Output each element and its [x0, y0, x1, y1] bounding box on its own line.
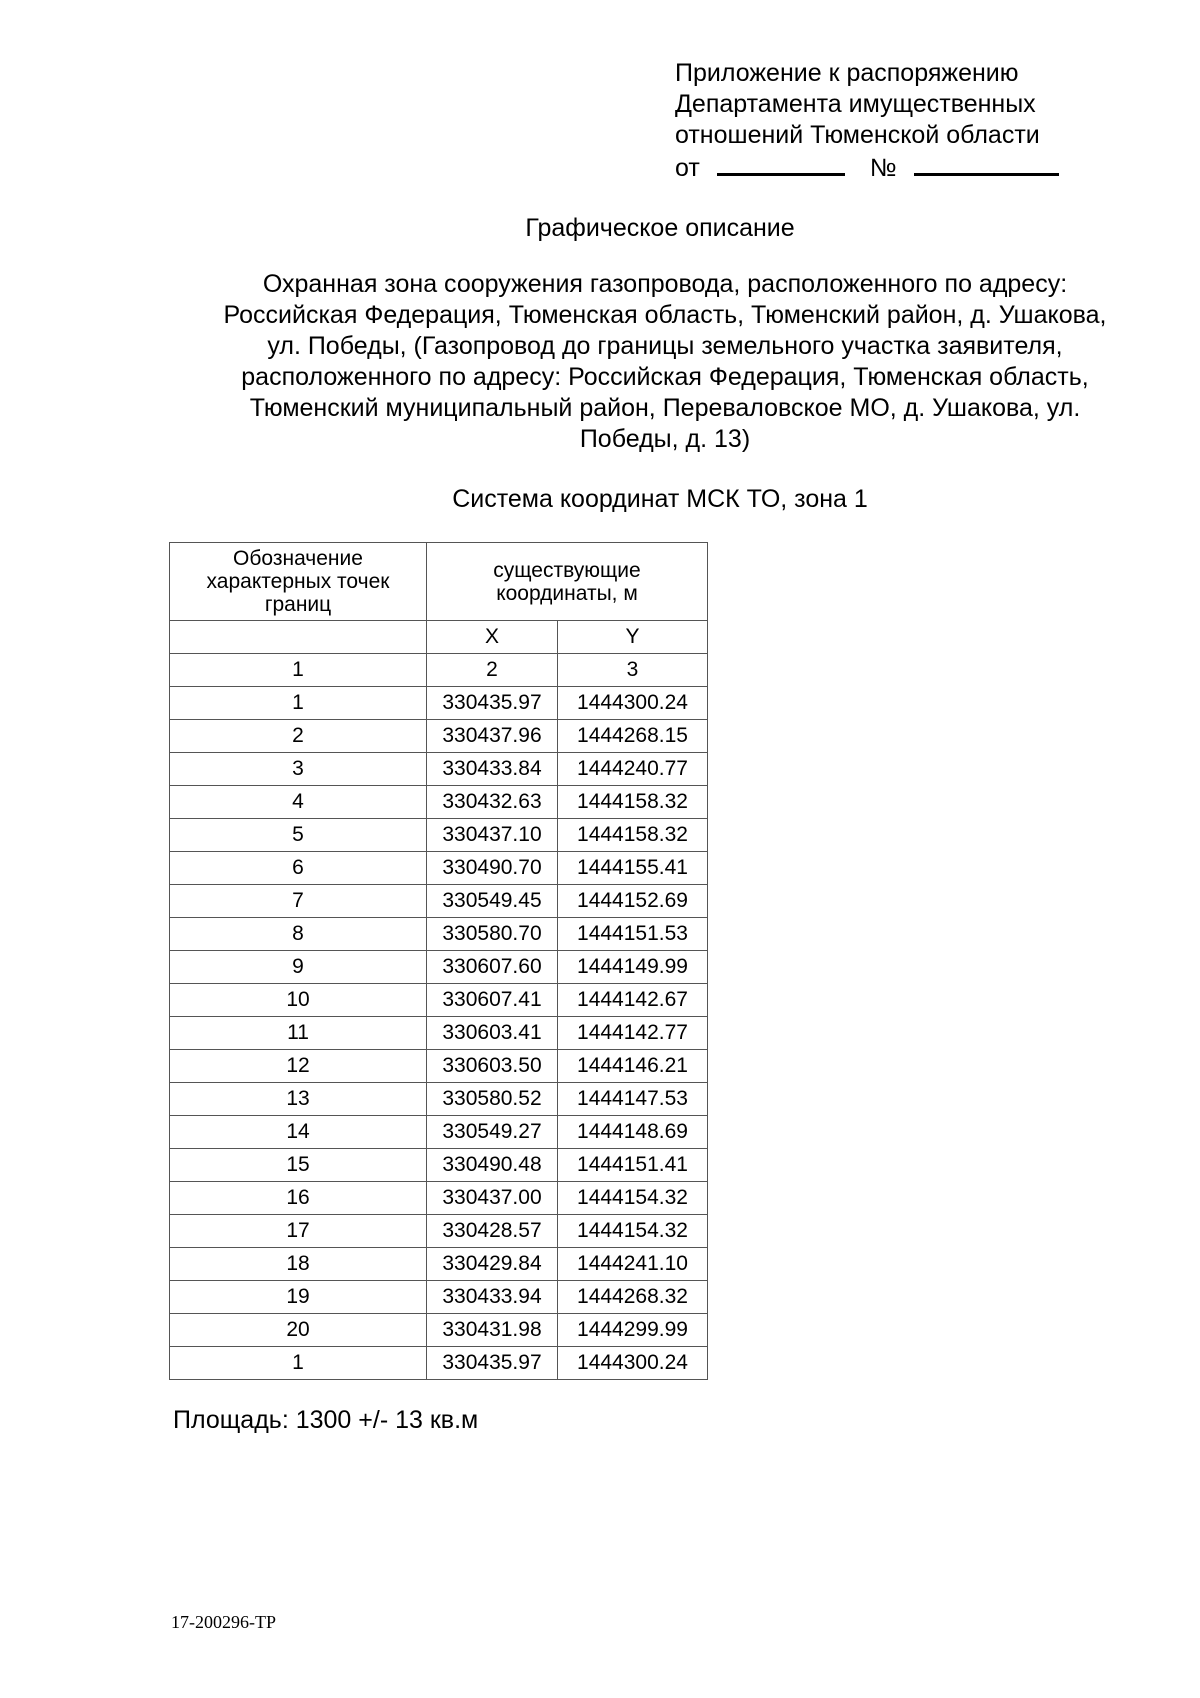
point-number-cell: 15 — [170, 1149, 427, 1182]
x-coordinate-cell: 330432.63 — [427, 786, 558, 819]
document-number: 17-200296-ТР — [171, 1612, 276, 1632]
y-coordinate-cell: 1444151.41 — [558, 1149, 708, 1182]
y-coordinate-cell: 1444158.32 — [558, 819, 708, 852]
table-axis-row — [170, 621, 708, 654]
y-coordinate-cell: 1444154.32 — [558, 1215, 708, 1248]
point-number-cell: 13 — [170, 1083, 427, 1116]
y-coordinate-cell: 1444241.10 — [558, 1248, 708, 1281]
x-coordinate-cell: 330603.50 — [427, 1050, 558, 1083]
table-row — [170, 885, 708, 918]
header-points: Обозначение характерных точек границ — [170, 543, 427, 621]
document-title: Графическое описание — [525, 214, 795, 242]
point-number-cell: 19 — [170, 1281, 427, 1314]
y-coordinate-cell: 1444154.32 — [558, 1182, 708, 1215]
x-coordinate-cell: 330435.97 — [427, 687, 558, 720]
table-row — [170, 984, 708, 1017]
table-row — [170, 1182, 708, 1215]
point-number-cell: 17 — [170, 1215, 427, 1248]
y-coordinate-cell: 1444300.24 — [558, 1347, 708, 1380]
appendix-block — [675, 58, 1059, 184]
header-x: X — [427, 621, 558, 654]
date-blank — [717, 151, 845, 176]
x-coordinate-cell: 330433.84 — [427, 753, 558, 786]
x-coordinate-cell: 330549.27 — [427, 1116, 558, 1149]
description-line-1: Охранная зона сооружения газопровода, расположенного по адресу: — [262, 270, 1068, 298]
y-coordinate-cell: 1444268.32 — [558, 1281, 708, 1314]
x-coordinate-cell: 330607.41 — [427, 984, 558, 1017]
table-row — [170, 1149, 708, 1182]
x-coordinate-cell: 330580.52 — [427, 1083, 558, 1116]
x-coordinate-cell: 330435.97 — [427, 1347, 558, 1380]
description-line-5: Тюменский муниципальный район, Переваловское МО, д. Ушакова, ул. — [249, 394, 1081, 422]
table-row — [170, 1314, 708, 1347]
x-coordinate-cell: 330490.48 — [427, 1149, 558, 1182]
point-number-cell: 14 — [170, 1116, 427, 1149]
x-coordinate-cell: 330580.70 — [427, 918, 558, 951]
y-coordinate-cell: 1444142.77 — [558, 1017, 708, 1050]
y-coordinate-cell: 1444268.15 — [558, 720, 708, 753]
y-coordinate-cell: 1444155.41 — [558, 852, 708, 885]
description-line-6: Победы, д. 13) — [579, 425, 751, 453]
x-coordinate-cell: 330429.84 — [427, 1248, 558, 1281]
y-coordinate-cell: 1444147.53 — [558, 1083, 708, 1116]
point-number-cell: 4 — [170, 786, 427, 819]
y-coordinate-cell: 1444152.69 — [558, 885, 708, 918]
y-coordinate-cell: 1444148.69 — [558, 1116, 708, 1149]
area-label: Площадь: 1300 +/- 13 кв.м — [173, 1406, 479, 1434]
point-number-cell: 1 — [170, 687, 427, 720]
description-line-4: расположенного по адресу: Российская Федерация, Тюменская область, — [241, 363, 1089, 391]
point-number-cell: 6 — [170, 852, 427, 885]
coordinate-system-label: Система координат МСК ТО, зона 1 — [452, 485, 868, 513]
from-label: от — [675, 154, 700, 182]
coordinates-table — [169, 542, 708, 1380]
appendix-line-3: отношений Тюменской области — [675, 121, 1040, 149]
number-blank — [914, 151, 1059, 176]
y-coordinate-cell: 1444142.67 — [558, 984, 708, 1017]
header-empty-cell — [170, 621, 427, 654]
zone-description — [185, 269, 1145, 455]
y-coordinate-cell: 1444149.99 — [558, 951, 708, 984]
column-number: 3 — [558, 654, 708, 687]
table-row — [170, 1281, 708, 1314]
column-number: 1 — [170, 654, 427, 687]
point-number-cell: 8 — [170, 918, 427, 951]
table-row — [170, 1050, 708, 1083]
y-coordinate-cell: 1444300.24 — [558, 687, 708, 720]
y-coordinate-cell: 1444146.21 — [558, 1050, 708, 1083]
table-row — [170, 1017, 708, 1050]
point-number-cell: 5 — [170, 819, 427, 852]
point-number-cell: 9 — [170, 951, 427, 984]
table-row — [170, 753, 708, 786]
x-coordinate-cell: 330428.57 — [427, 1215, 558, 1248]
x-coordinate-cell: 330607.60 — [427, 951, 558, 984]
point-number-cell: 3 — [170, 753, 427, 786]
description-line-2: Российская Федерация, Тюменская область, Тюменский район, д. Ушакова, — [223, 301, 1107, 329]
x-coordinate-cell: 330431.98 — [427, 1314, 558, 1347]
y-coordinate-cell: 1444299.99 — [558, 1314, 708, 1347]
table-row — [170, 1116, 708, 1149]
description-line-3: ул. Победы, (Газопровод до границы земельного участка заявителя, — [267, 332, 1063, 360]
table-row — [170, 1083, 708, 1116]
point-number-cell: 2 — [170, 720, 427, 753]
appendix-line-2: Департамента имущественных — [675, 90, 1036, 118]
x-coordinate-cell: 330603.41 — [427, 1017, 558, 1050]
point-number-cell: 11 — [170, 1017, 427, 1050]
x-coordinate-cell: 330437.96 — [427, 720, 558, 753]
table-row — [170, 918, 708, 951]
table-row — [170, 1215, 708, 1248]
table-column-number-row — [170, 654, 708, 687]
point-number-cell: 18 — [170, 1248, 427, 1281]
column-number: 2 — [427, 654, 558, 687]
point-number-cell: 1 — [170, 1347, 427, 1380]
point-number-cell: 7 — [170, 885, 427, 918]
y-coordinate-cell: 1444158.32 — [558, 786, 708, 819]
table-row — [170, 786, 708, 819]
point-number-cell: 20 — [170, 1314, 427, 1347]
x-coordinate-cell: 330490.70 — [427, 852, 558, 885]
number-label: № — [869, 154, 897, 182]
table-header-row — [170, 543, 708, 621]
table-row — [170, 720, 708, 753]
table-row — [170, 819, 708, 852]
y-coordinate-cell: 1444151.53 — [558, 918, 708, 951]
table-row — [170, 951, 708, 984]
appendix-date-number-line — [675, 151, 1059, 184]
point-number-cell: 12 — [170, 1050, 427, 1083]
x-coordinate-cell: 330549.45 — [427, 885, 558, 918]
table-row — [170, 1248, 708, 1281]
y-coordinate-cell: 1444240.77 — [558, 753, 708, 786]
appendix-line-1: Приложение к распоряжению — [675, 59, 1019, 87]
x-coordinate-cell: 330433.94 — [427, 1281, 558, 1314]
x-coordinate-cell: 330437.10 — [427, 819, 558, 852]
table-row — [170, 852, 708, 885]
header-coordinates: существующие координаты, м — [427, 543, 708, 621]
table-row — [170, 1347, 708, 1380]
point-number-cell: 10 — [170, 984, 427, 1017]
point-number-cell: 16 — [170, 1182, 427, 1215]
header-y: Y — [558, 621, 708, 654]
table-row — [170, 687, 708, 720]
x-coordinate-cell: 330437.00 — [427, 1182, 558, 1215]
